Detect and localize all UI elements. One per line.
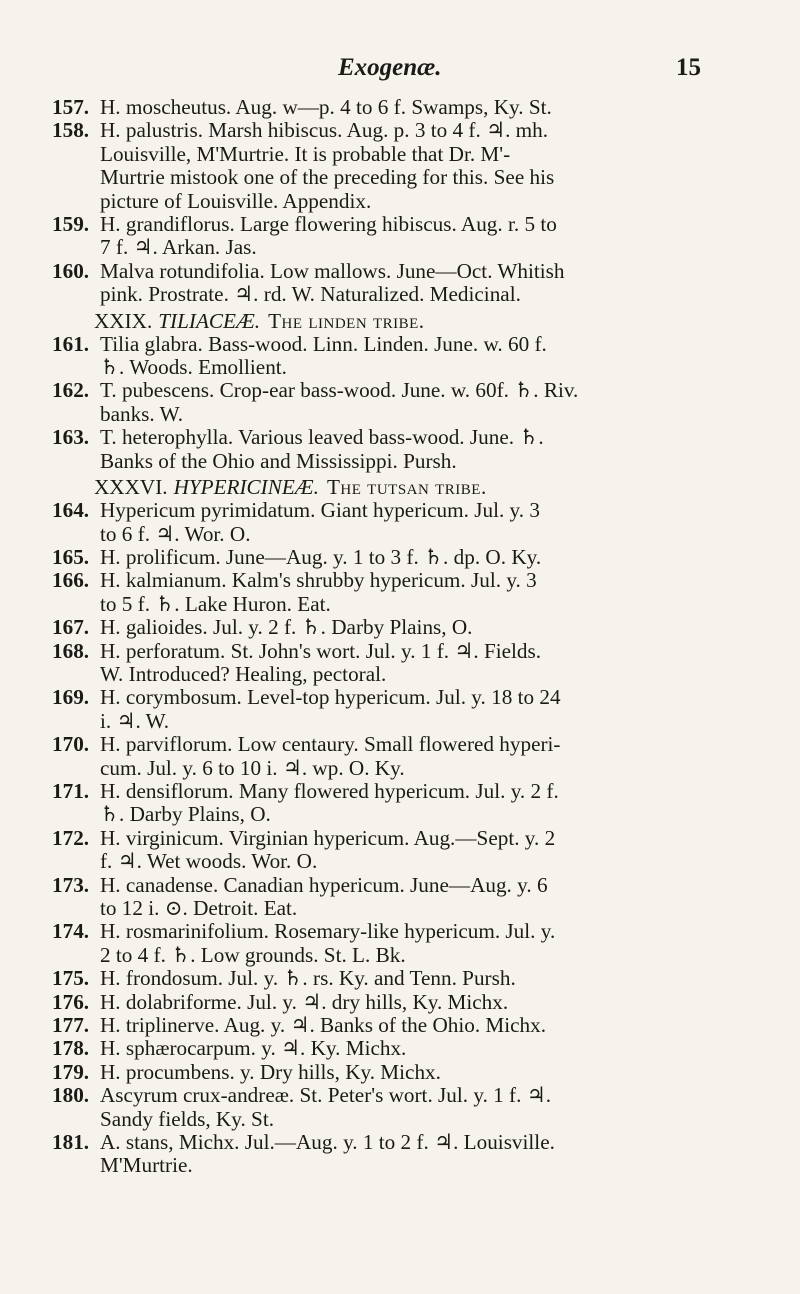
entry-line — [52, 356, 722, 379]
entry-number: 157. — [52, 95, 90, 119]
entry-line — [52, 1131, 722, 1154]
tribe-heading — [52, 309, 722, 333]
entry-line — [52, 1037, 722, 1060]
entry-line — [52, 450, 722, 473]
entry-text: H. palustris. Marsh hibiscus. Aug. p. 3 to 4 f. ♃. mh. — [100, 118, 549, 143]
species-entry — [52, 119, 722, 213]
entry-number: 160. — [52, 258, 90, 283]
species-entry — [52, 333, 722, 380]
entry-text: cum. Jul. y. 6 to 10 i. ♃. wp. O. Ky. — [100, 755, 405, 780]
species-entry — [52, 967, 722, 990]
tribe-latin-name: HYPERICINEÆ. — [173, 475, 319, 500]
entry-line — [52, 283, 722, 306]
entry-line — [52, 616, 722, 639]
entry-number: 172. — [52, 825, 90, 850]
entry-text: H. procumbens. y. Dry hills, Ky. Michx. — [100, 1059, 441, 1084]
entry-line — [52, 944, 722, 967]
entry-line — [52, 874, 722, 897]
entry-text: H. prolificum. June—Aug. y. 1 to 3 f. ♄. dp. O. Ky. — [100, 544, 542, 569]
entry-text: H. dolabriforme. Jul. y. ♃. dry hills, Ky. Michx. — [100, 989, 509, 1014]
entry-text: H. triplinerve. Aug. y. ♃. Banks of the Ohio. Michx. — [100, 1013, 547, 1038]
entry-text: picture of Louisville. Appendix. — [100, 188, 372, 213]
species-entry — [52, 1061, 722, 1084]
entry-number: 170. — [52, 732, 90, 757]
tribe-number: XXXVI. — [94, 475, 168, 500]
entry-text: 2 to 4 f. ♄. Low grounds. St. L. Bk. — [100, 942, 406, 967]
entry-indent — [52, 236, 100, 259]
species-entry — [52, 1084, 722, 1131]
entry-line — [52, 190, 722, 213]
species-entry — [52, 780, 722, 827]
species-entry — [52, 733, 722, 780]
entry-line — [52, 593, 722, 616]
species-entry — [52, 991, 722, 1014]
species-entry — [52, 1037, 722, 1060]
entry-indent — [52, 143, 100, 166]
tribe-number: XXIX. — [94, 308, 153, 333]
species-entry — [52, 874, 722, 921]
entry-text: to 6 f. ♃. Wor. O. — [100, 521, 251, 546]
entry-number: 159. — [52, 212, 90, 237]
entry-line — [52, 1061, 722, 1084]
species-entry — [52, 1131, 722, 1178]
entry-line — [52, 1108, 722, 1131]
species-entry — [52, 569, 722, 616]
entry-number: 167. — [52, 615, 90, 640]
entry-number: 177. — [52, 1013, 90, 1038]
species-entry — [52, 96, 722, 119]
tribe-heading — [52, 475, 722, 499]
entry-line — [52, 640, 722, 663]
entry-line — [52, 967, 722, 990]
entry-text: 7 f. ♃. Arkan. Jas. — [100, 235, 257, 260]
entry-text: Sandy fields, Ky. St. — [100, 1106, 275, 1131]
entry-text: Murtrie mistook one of the preceding for this. See his — [100, 165, 555, 190]
entry-indent — [52, 166, 100, 189]
entry-text: T. pubescens. Crop-ear bass-wood. June. w. 60f. ♄. Riv. — [100, 378, 579, 403]
entry-text: Hypericum pyrimidatum. Giant hypericum. Jul. y. 3 — [100, 498, 540, 523]
species-entry — [52, 213, 722, 260]
entry-text: pink. Prostrate. ♃. rd. W. Naturalized. Medicinal. — [100, 282, 521, 307]
entry-line — [52, 213, 722, 236]
entry-text: Banks of the Ohio and Mississippi. Pursh. — [100, 448, 457, 473]
entry-indent — [52, 356, 100, 379]
entry-line — [52, 96, 722, 119]
entry-number: 174. — [52, 919, 90, 944]
species-entry — [52, 616, 722, 639]
entry-number: 179. — [52, 1059, 90, 1084]
entry-number: 173. — [52, 872, 90, 897]
entry-text: Tilia glabra. Bass-wood. Linn. Linden. June. w. 60 f. — [100, 331, 547, 356]
entry-line — [52, 403, 722, 426]
entry-text: f. ♃. Wet woods. Wor. O. — [100, 849, 318, 874]
entry-text: H. densiflorum. Many flowered hypericum. Jul. y. 2 f. — [100, 778, 559, 803]
species-entry — [52, 260, 722, 307]
entry-number: 169. — [52, 685, 90, 710]
entry-line — [52, 686, 722, 709]
entry-indent — [52, 593, 100, 616]
entry-number: 164. — [52, 498, 90, 523]
entry-line — [52, 757, 722, 780]
entry-line — [52, 827, 722, 850]
entry-number: 168. — [52, 638, 90, 663]
species-entry — [52, 640, 722, 687]
species-entry — [52, 827, 722, 874]
entry-line — [52, 523, 722, 546]
entry-indent — [52, 803, 100, 826]
entry-number: 175. — [52, 966, 90, 991]
entry-indent — [52, 944, 100, 967]
entry-line — [52, 143, 722, 166]
entry-number: 181. — [52, 1130, 90, 1155]
entry-line — [52, 710, 722, 733]
entry-line — [52, 1084, 722, 1107]
entry-text: Ascyrum crux-andreæ. St. Peter's wort. Jul. y. 1 f. ♃. — [100, 1083, 551, 1108]
tribe-common-name: The linden tribe. — [268, 308, 425, 333]
entry-number: 166. — [52, 568, 90, 593]
species-entry — [52, 379, 722, 426]
entry-line — [52, 333, 722, 356]
entry-text: H. virginicum. Virginian hypericum. Aug.—Sept. y. 2 — [100, 825, 556, 850]
entry-indent — [52, 403, 100, 426]
species-entry — [52, 686, 722, 733]
entry-text: ♄. Woods. Emollient. — [100, 355, 287, 380]
entry-text: i. ♃. W. — [100, 708, 170, 733]
entry-line — [52, 379, 722, 402]
entry-line — [52, 260, 722, 283]
entry-text: T. heterophylla. Various leaved bass-wood. June. ♄. — [100, 425, 544, 450]
entry-indent — [52, 1108, 100, 1131]
tribe-latin-name: TILIACEÆ. — [158, 308, 261, 333]
entry-line — [52, 663, 722, 686]
entry-text: M'Murtrie. — [100, 1153, 193, 1178]
species-entry — [52, 426, 722, 473]
page-number: 15 — [676, 54, 701, 81]
entry-number: 158. — [52, 118, 90, 143]
species-entry — [52, 499, 722, 546]
entry-indent — [52, 523, 100, 546]
entry-line — [52, 499, 722, 522]
entry-text: H. perforatum. St. John's wort. Jul. y. 1 f. ♃. Fields. — [100, 638, 542, 663]
entry-line — [52, 733, 722, 756]
entry-indent — [52, 710, 100, 733]
running-head — [0, 54, 800, 94]
entry-line — [52, 426, 722, 449]
entry-text: H. rosmarinifolium. Rosemary-like hypericum. Jul. y. — [100, 919, 556, 944]
entry-text: H. moscheutus. Aug. w—p. 4 to 6 f. Swamps, Ky. St. — [100, 95, 552, 119]
entry-text: H. grandiflorus. Large flowering hibiscus. Aug. r. 5 to — [100, 212, 557, 237]
entry-text: ♄. Darby Plains, O. — [100, 802, 271, 827]
tribe-common-name: The tutsan tribe. — [326, 475, 487, 500]
entry-line — [52, 991, 722, 1014]
entry-text: H. sphærocarpum. y. ♃. Ky. Michx. — [100, 1036, 407, 1061]
entry-text: W. Introduced? Healing, pectoral. — [100, 661, 387, 686]
entry-number: 178. — [52, 1036, 90, 1061]
entry-text: A. stans, Michx. Jul.—Aug. y. 1 to 2 f. ♃. Louisville. — [100, 1130, 555, 1155]
entry-line — [52, 166, 722, 189]
entry-number: 161. — [52, 331, 90, 356]
entry-number: 171. — [52, 778, 90, 803]
entry-indent — [52, 1154, 100, 1177]
entry-line — [52, 803, 722, 826]
entry-text: H. canadense. Canadian hypericum. June—Aug. y. 6 — [100, 872, 548, 897]
entry-indent — [52, 850, 100, 873]
entry-text: Louisville, M'Murtrie. It is probable that Dr. M'- — [100, 141, 511, 166]
entry-text: H. frondosum. Jul. y. ♄. rs. Ky. and Tenn. Pursh. — [100, 966, 516, 991]
entry-indent — [52, 663, 100, 686]
entry-indent — [52, 190, 100, 213]
entry-text: Malva rotundifolia. Low mallows. June—Oct. Whitish — [100, 258, 565, 283]
entry-line — [52, 546, 722, 569]
entry-number: 163. — [52, 425, 90, 450]
entry-number: 180. — [52, 1083, 90, 1108]
entry-line — [52, 119, 722, 142]
species-entry — [52, 1014, 722, 1037]
entry-number: 176. — [52, 989, 90, 1014]
entry-indent — [52, 757, 100, 780]
entry-text: H. galioides. Jul. y. 2 f. ♄. Darby Plains, O. — [100, 615, 473, 640]
entry-indent — [52, 450, 100, 473]
entry-line — [52, 569, 722, 592]
entry-line — [52, 1014, 722, 1037]
entry-number: 165. — [52, 544, 90, 569]
entry-line — [52, 850, 722, 873]
entry-line — [52, 1154, 722, 1177]
entry-text: H. parviflorum. Low centaury. Small flowered hyperi- — [100, 732, 561, 757]
entry-text: banks. W. — [100, 401, 183, 426]
entry-line — [52, 236, 722, 259]
entry-text: H. corymbosum. Level-top hypericum. Jul. y. 18 to 24 — [100, 685, 561, 710]
entry-indent — [52, 897, 100, 920]
entry-list — [52, 96, 722, 1178]
entry-text: H. kalmianum. Kalm's shrubby hypericum. Jul. y. 3 — [100, 568, 537, 593]
species-entry — [52, 546, 722, 569]
entry-text: to 5 f. ♄. Lake Huron. Eat. — [100, 591, 331, 616]
entry-line — [52, 780, 722, 803]
running-title: Exogenæ. — [338, 54, 442, 81]
entry-line — [52, 920, 722, 943]
entry-indent — [52, 283, 100, 306]
entry-number: 162. — [52, 378, 90, 403]
entry-text: to 12 i. ⊙. Detroit. Eat. — [100, 896, 298, 920]
entry-line — [52, 897, 722, 920]
species-entry — [52, 920, 722, 967]
